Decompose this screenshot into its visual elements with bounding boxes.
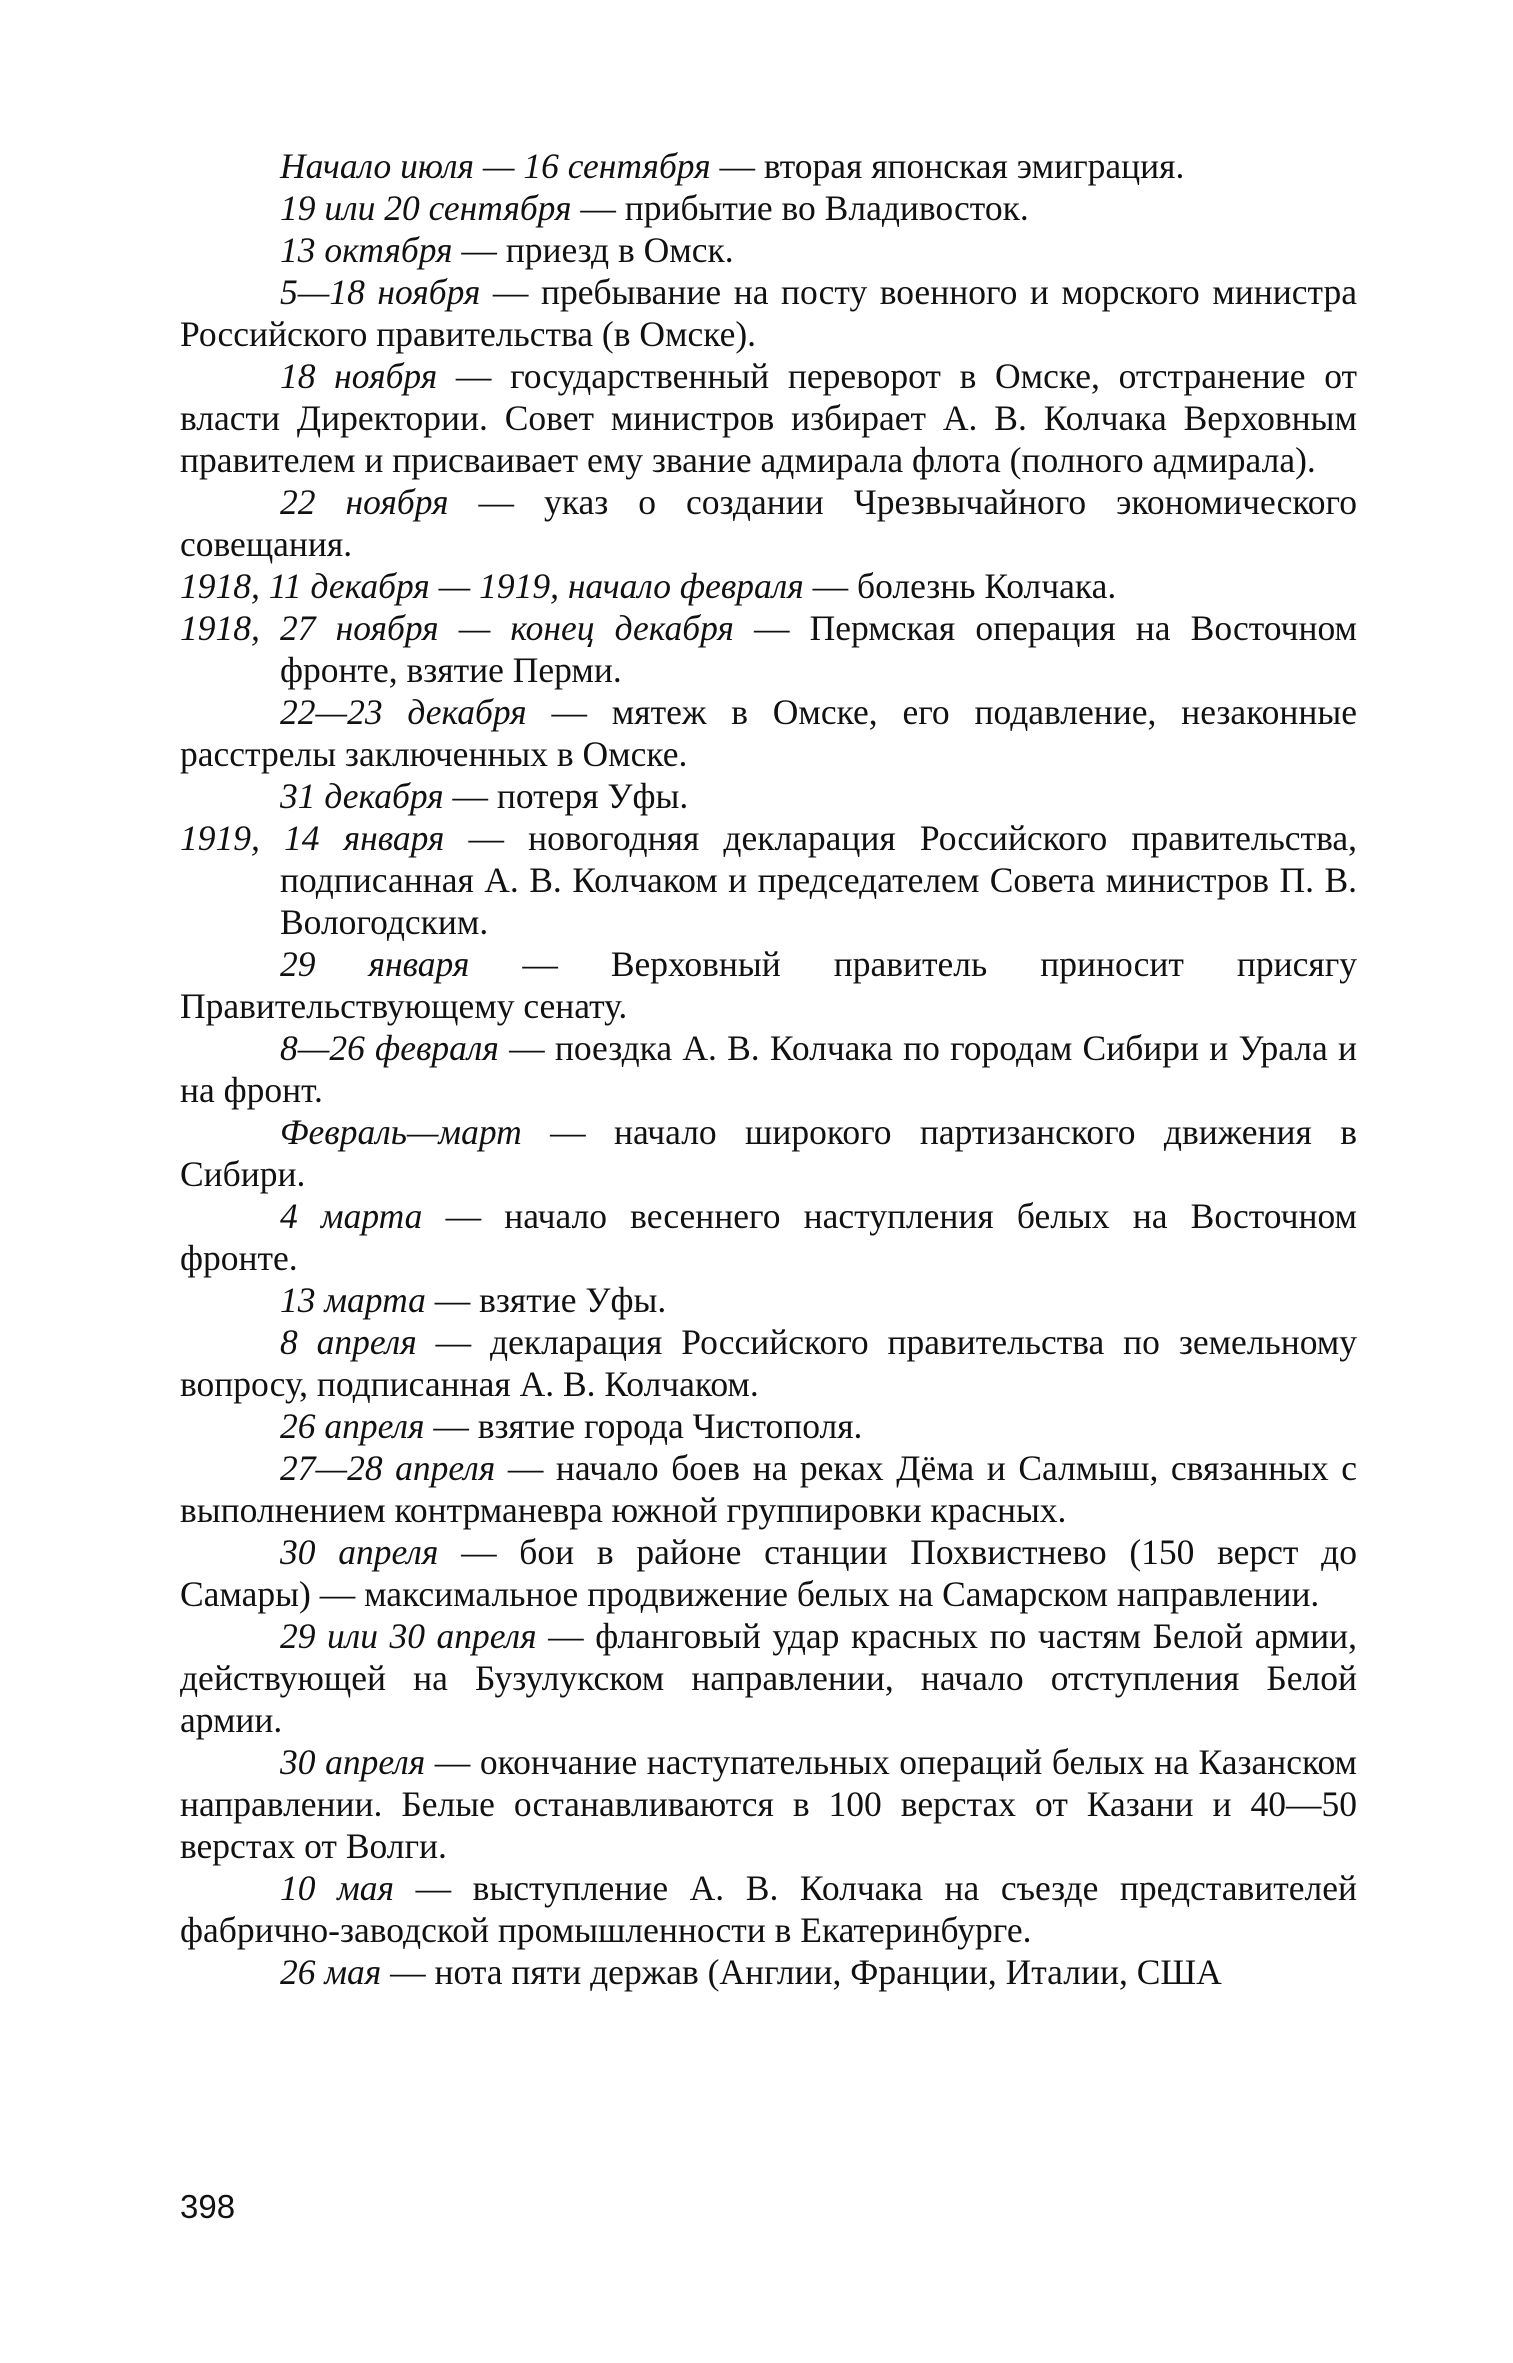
entry-date: 30 апреля [280, 1532, 439, 1572]
chronology-list [180, 145, 1357, 1993]
entry-date: Начало июля — 16 сентября [280, 146, 711, 186]
entry-date: 30 апреля [280, 1742, 426, 1782]
chronology-entry [180, 1741, 1357, 1867]
chronology-entry [180, 565, 1357, 607]
chronology-entry [180, 1447, 1357, 1531]
chronology-entry [180, 1279, 1357, 1321]
entry-date: 5—18 ноября [280, 272, 481, 312]
entry-date: Февраль—март [280, 1112, 522, 1152]
entry-text: — пребывание на посту военного и морского министра Российского правительства (в Омске). [180, 272, 1357, 354]
entry-text: — начало боев на реках Дёма и Салмыш, связанных с выполнением контрманевра южной группировки красных. [180, 1448, 1358, 1530]
chronology-entry [180, 1111, 1357, 1195]
entry-text: — бои в районе станции Похвистнево (150 верст до Самары) — максимальное продвижение белых на Самарском направлении. [180, 1532, 1357, 1614]
entry-date: 13 марта [280, 1280, 426, 1320]
entry-text: — вторая японская эмиграция. [710, 146, 1185, 186]
entry-text: — указ о создании Чрезвычайного экономического совещания. [180, 482, 1357, 564]
entry-text: — новогодняя декларация Российского правительства, подписанная А. В. Колчаком и председателем Совета министров П. В. Вологодским. [280, 818, 1357, 942]
entry-text: — нота пяти держав (Англии, Франции, Италии, США [381, 1952, 1222, 1992]
entry-date: 13 октября [280, 230, 453, 270]
chronology-entry [180, 1951, 1357, 1993]
entry-text: — потеря Уфы. [443, 776, 689, 816]
entry-text: — государственный переворот в Омске, отстранение от власти Директории. Совет министров избирает А. В. Колчака Верховным правителем и присваивает ему звание адмирала флота (полного адмирала). [180, 356, 1357, 480]
entry-date: 31 декабря [280, 776, 444, 816]
chronology-entry [180, 481, 1357, 565]
entry-date: 8—26 февраля [280, 1028, 499, 1068]
entry-date: 4 марта [280, 1196, 423, 1236]
chronology-entry [180, 691, 1357, 775]
entry-text: — начало широкого партизанского движения в Сибири. [180, 1112, 1357, 1194]
entry-text: — начало весеннего наступления белых на Восточном фронте. [180, 1196, 1358, 1278]
entry-text: — фланговый удар красных по частям Белой армии, действующей на Бузулукском направлении, начало отступления Белой армии. [180, 1616, 1357, 1740]
entry-text: — поездка А. В. Колчака по городам Сибири и Урала и на фронт. [180, 1028, 1357, 1110]
chronology-entry [180, 271, 1357, 355]
entry-text: — выступление А. В. Колчака на съезде представителей фабрично-заводской промышленности в Екатеринбурге. [180, 1868, 1357, 1950]
entry-date: 1919, 14 января [180, 818, 445, 858]
chronology-entry [180, 187, 1357, 229]
entry-text: — Пермская операция на Восточном фронте, взятие Перми. [280, 608, 1357, 690]
entry-text: — прибытие во Владивосток. [571, 188, 1029, 228]
chronology-entry [180, 229, 1357, 271]
chronology-entry [180, 1027, 1357, 1111]
entry-date: 26 мая [280, 1952, 382, 1992]
entry-date: 27—28 апреля [280, 1448, 496, 1488]
entry-text: — взятие города Чистополя. [424, 1406, 863, 1446]
entry-text: — Верховный правитель приносит присягу Правительствующему сенату. [180, 944, 1357, 1026]
entry-date: 26 апреля [280, 1406, 425, 1446]
entry-date: 10 мая [280, 1868, 394, 1908]
chronology-entry [180, 1195, 1357, 1279]
entry-text: — мятеж в Омске, его подавление, незаконные расстрелы заключенных в Омске. [180, 692, 1357, 774]
entry-date: 1918, 27 ноября — конец декабря [180, 608, 734, 648]
chronology-entry [180, 1867, 1357, 1951]
entry-text: — взятие Уфы. [425, 1280, 667, 1320]
entry-date: 29 или 30 апреля [280, 1616, 537, 1656]
entry-text: — декларация Российского правительства по земельному вопросу, подписанная А. В. Колчаком. [180, 1322, 1358, 1404]
page-number: 398 [180, 2188, 236, 2225]
entry-date: 29 января [280, 944, 470, 984]
chronology-entry [180, 775, 1357, 817]
entry-text: — приезд в Омск. [452, 230, 734, 270]
entry-text: — окончание наступательных операций белых на Казанском направлении. Белые останавливаются в 100 верстах от Казани и 40—50 верстах от Волги. [180, 1742, 1357, 1866]
chronology-entry [180, 943, 1357, 1027]
entry-date: 8 апреля [280, 1322, 417, 1362]
entry-date: 22—23 декабря [280, 692, 527, 732]
entry-text: — болезнь Колчака. [803, 566, 1117, 606]
chronology-entry [180, 145, 1357, 187]
chronology-page [180, 145, 1357, 1993]
chronology-entry [180, 1405, 1357, 1447]
entry-date: 1918, 11 декабря — 1919, начало февраля [180, 566, 804, 606]
chronology-entry [180, 1531, 1357, 1615]
entry-date: 22 ноября [280, 482, 449, 522]
chronology-entry [180, 355, 1357, 481]
chronology-entry [180, 607, 1357, 691]
chronology-entry [180, 817, 1357, 943]
chronology-entry [180, 1321, 1357, 1405]
chronology-entry [180, 1615, 1357, 1741]
entry-date: 18 ноября [280, 356, 438, 396]
entry-date: 19 или 20 сентября [280, 188, 572, 228]
